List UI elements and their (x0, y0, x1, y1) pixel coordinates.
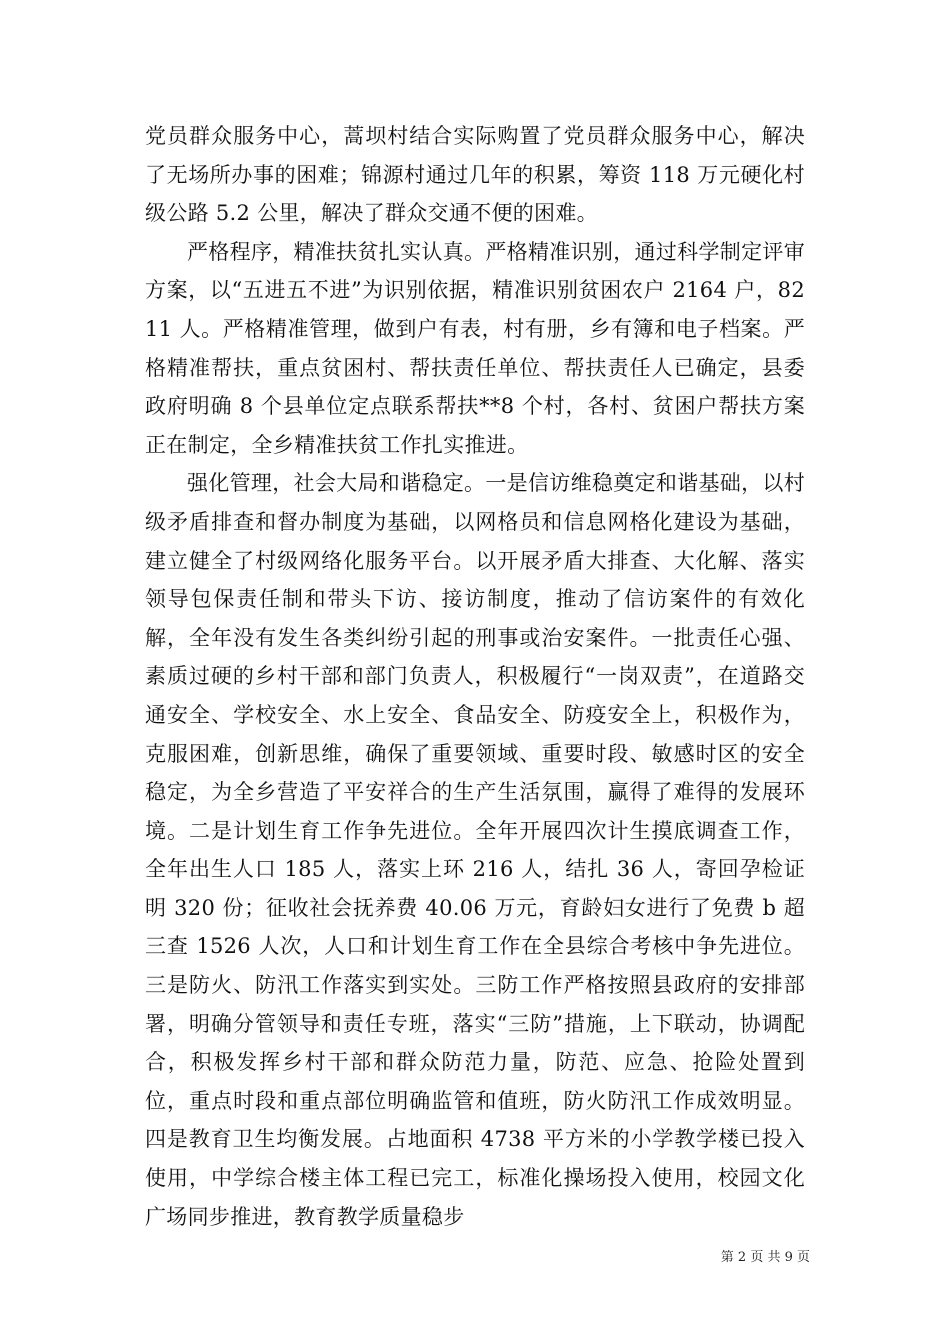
paragraph-poverty-alleviation: 严格程序，精准扶贫扎实认真。严格精准识别，通过科学制定评审方案，以“五进五不进”为识别依据，精准识别贫困农户 2164 户，8211 人。严格精准管理，做到户有表，村有册，乡有簿和电子档案。严格精准帮扶，重点贫困村、帮扶责任单位、帮扶责任人已确定，县委政府明确 8 个县单位定点联系帮扶**8 个村，各村、贫困户帮扶方案正在制定，全乡精准扶贫工作扎实推进。 (145, 239, 805, 457)
document-body (145, 117, 805, 1236)
page-number-footer: 第 2 页 共 9 页 (720, 1250, 810, 1265)
paragraph-service-center: 党员群众服务中心，蒿坝村结合实际购置了党员群众服务中心，解决了无场所办事的困难；锦源村通过几年的积累，筹资 118 万元硬化村级公路 5.2 公里，解决了群众交通不便的困难。 (145, 124, 805, 226)
paragraph-social-management: 强化管理，社会大局和谐稳定。一是信访维稳奠定和谐基础，以村级矛盾排查和督办制度为基础，以网格员和信息网格化建设为基础，建立健全了村级网络化服务平台。以开展矛盾大排查、大化解、落实领导包保责任制和带头下访、接访制度，推动了信访案件的有效化解，全年没有发生各类纠纷引起的刑事或治安案件。一批责任心强、素质过硬的乡村干部和部门负责人，积极履行“一岗双责”，在道路交通安全、学校安全、水上安全、食品安全、防疫安全上，积极作为，克服困难，创新思维，确保了重要领域、重要时段、敏感时区的安全稳定，为全乡营造了平安祥合的生产生活氛围，赢得了难得的发展环境。二是计划生育工作争先进位。全年开展四次计生摸底调查工作，全年出生人口 185 人，落实上环 216 人，结扎 36 人，寄回孕检证明 320 份；征收社会抚养费 40.06 万元，育龄妇女进行了免费 b 超三查 1526 人次，人口和计划生育工作在全县综合考核中争先进位。三是防火、防汛工作落实到实处。三防工作严格按照县政府的安排部署，明确分管领导和责任专班，落实“三防”措施，上下联动，协调配合，积极发挥乡村干部和群众防范力量，防范、应急、抢险处置到位，重点时段和重点部位明确监管和值班，防火防汛工作成效明显。四是教育卫生均衡发展。占地面积 4738 平方米的小学教学楼已投入使用，中学综合楼主体工程已完工，标准化操场投入使用，校园文化广场同步推进，教育教学质量稳步 (145, 471, 805, 1229)
